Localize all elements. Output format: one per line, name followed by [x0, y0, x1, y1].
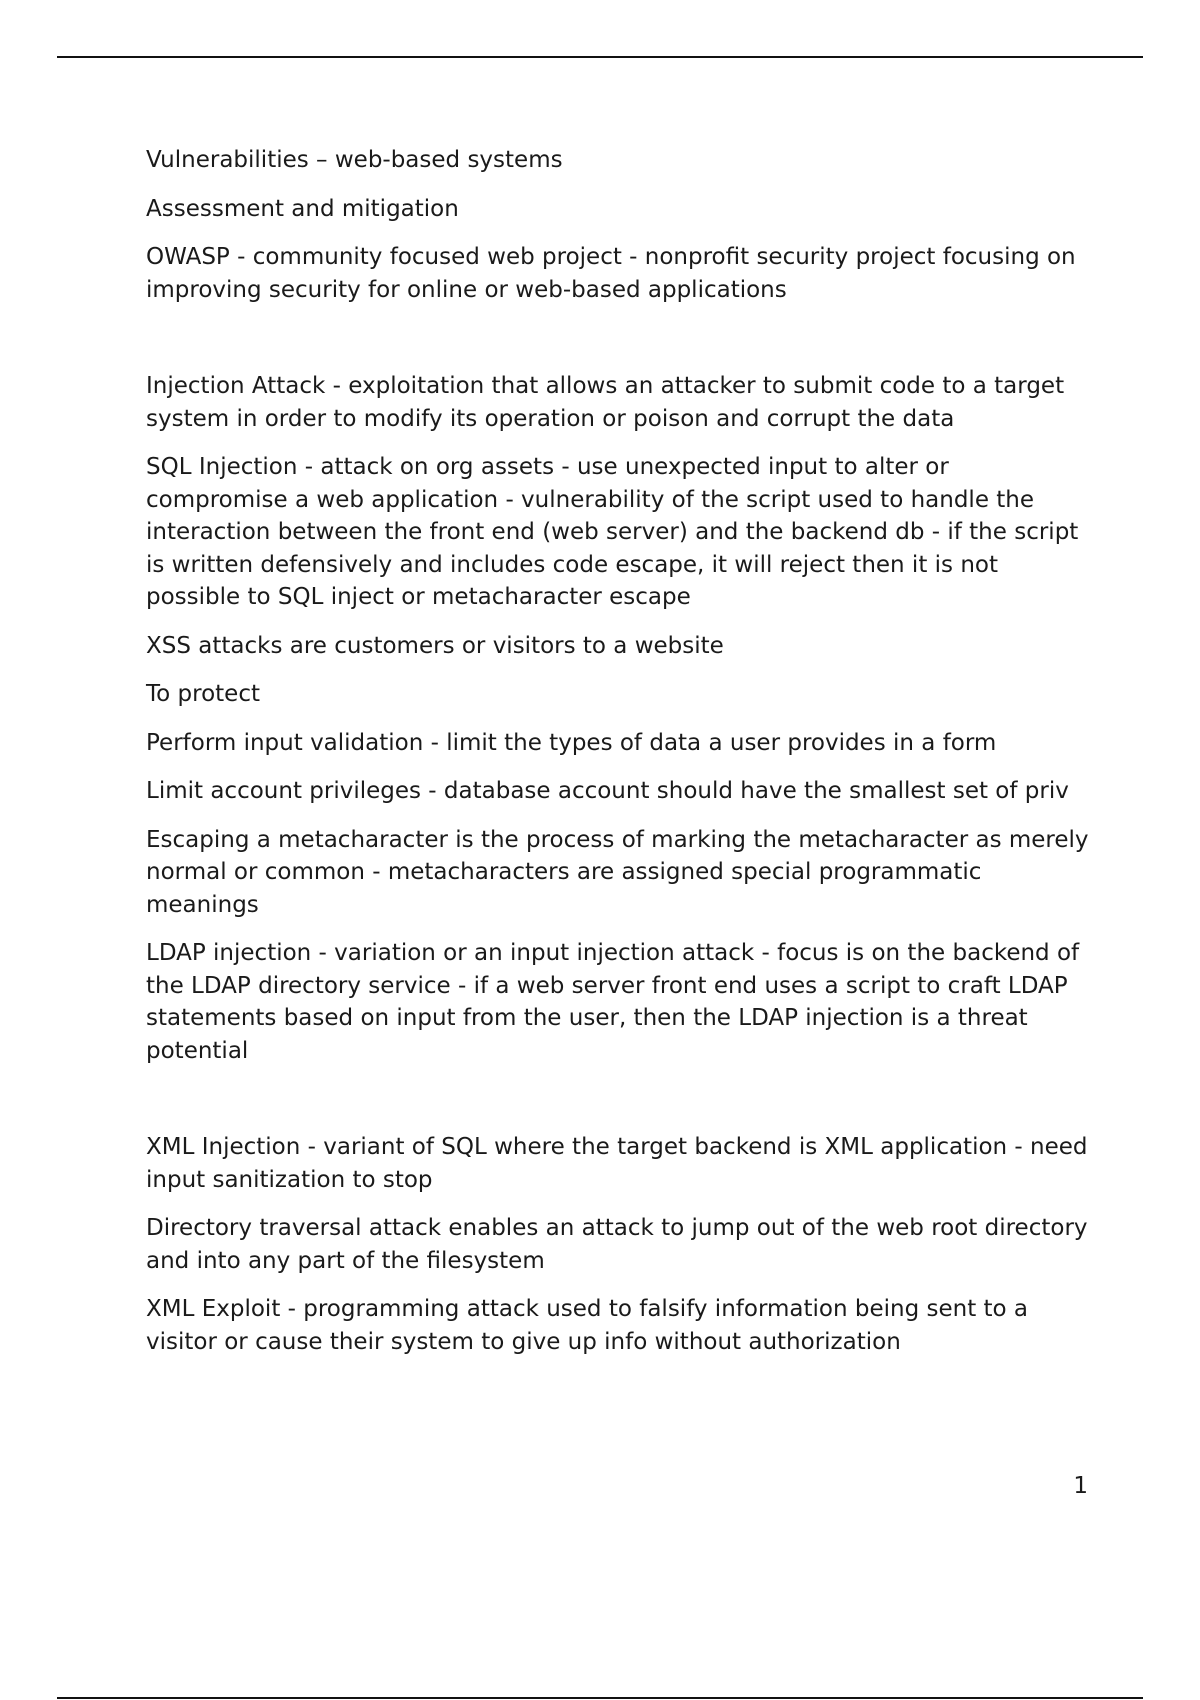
page-number: 1 [1073, 1473, 1088, 1499]
heading-vulnerabilities: Vulnerabilities – web-based systems [146, 147, 563, 173]
paragraph-sql-injection: SQL Injection - attack on org assets - use unexpected input to alter or compromise a web application - vulnerability of the script used to handle the interaction between the front end (web server) and the backend db - if the script is written defensively and includes code escape, it will reject then it is not possible to SQL inject or metacharacter escape [146, 454, 1079, 610]
paragraph-limit-privileges: Limit account privileges - database account should have the smallest set of priv [146, 778, 1069, 804]
paragraph-input-validation: Perform input validation - limit the types of data a user provides in a form [146, 729, 997, 756]
paragraph-injection-attack: Injection Attack - exploitation that allows an attacker to submit code to a target system in order to modify its operation or poison and corrupt the data [146, 373, 1065, 432]
header-rule [57, 56, 1143, 58]
paragraph-xml-exploit: XML Exploit - programming attack used to falsify information being sent to a visitor or cause their system to give up info without authorization [146, 1296, 1029, 1355]
document-body [146, 144, 1096, 1374]
paragraph-ldap-injection: LDAP injection - variation or an input injection attack - focus is on the backend of the LDAP directory service - if a web server front end uses a script to craft LDAP statements based on input from the user, then the LDAP injection is a threat potential [146, 940, 1080, 1064]
blank-line [146, 322, 1096, 370]
paragraph-xss: XSS attacks are customers or visitors to a website [146, 632, 724, 659]
paragraph-owasp: OWASP - community focused web project - nonprofit security project focusing on improving security for online or web-based applications [146, 244, 1076, 303]
paragraph-escaping-metacharacter: Escaping a metacharacter is the process of marking the metacharacter as merely normal or common - metacharacters are assigned special programmatic meanings [146, 826, 1089, 918]
paragraph-to-protect: To protect [146, 681, 260, 707]
footer-rule [57, 1697, 1143, 1699]
heading-assessment: Assessment and mitigation [146, 195, 459, 222]
blank-line [146, 1083, 1096, 1131]
paragraph-xml-injection: XML Injection - variant of SQL where the target backend is XML application - need input sanitization to stop [146, 1134, 1088, 1193]
paragraph-directory-traversal: Directory traversal attack enables an attack to jump out of the web root directory and into any part of the filesystem [146, 1215, 1088, 1274]
